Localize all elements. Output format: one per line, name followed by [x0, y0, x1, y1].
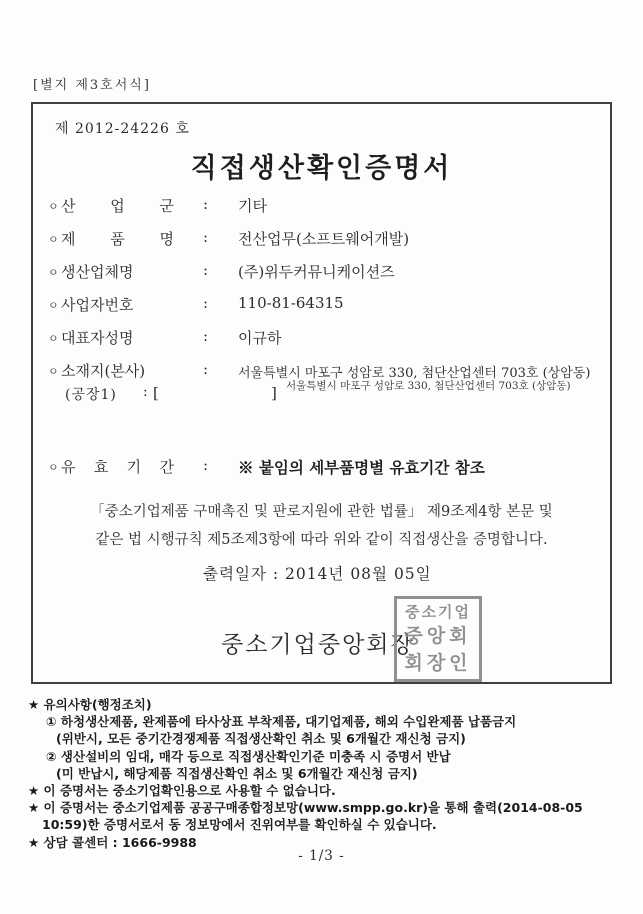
notice-line: ★ 이 증명서는 중소기업제품 공공구매종합정보망(www.smpp.go.kr)을 통해 출력(2014-08-05	[28, 800, 583, 816]
circle-bullet-icon: ㅇ	[48, 200, 59, 213]
notice-line: 10:59)한 증명서로서 동 정보망에서 진위여부를 확인하실 수 있습니다.	[42, 817, 437, 833]
field-value: 이규하	[238, 329, 282, 347]
field-row-industry-group	[33, 195, 610, 217]
seal-text-row: 중앙회	[404, 625, 472, 647]
seal-text-row: 중소기업	[405, 603, 471, 621]
certificate-border-box	[31, 102, 612, 684]
notice-line: ★ 이 증명서는 중소기업확인용으로 사용할 수 없습니다.	[28, 783, 336, 799]
field-colon: :	[203, 228, 209, 246]
field-value: (주)위두커뮤니케이션즈	[238, 263, 395, 281]
factory-bracket-close: ]	[271, 384, 277, 402]
factory-colon: :	[143, 384, 148, 400]
field-row-representative	[33, 327, 610, 349]
legal-line-2: 같은 법 시행규칙 제5조제3항에 따라 위와 같이 직접생산을 증명합니다.	[95, 532, 548, 548]
field-value: 기타	[238, 197, 267, 215]
field-label: 산 업 군	[61, 197, 174, 215]
field-colon: :	[203, 456, 209, 474]
field-row-headquarters-address	[33, 360, 610, 382]
notice-line: (미 반납시, 해당제품 직접생산확인 취소 및 6개월간 재신청 금지)	[56, 765, 418, 781]
field-label: 사업자번호	[61, 296, 134, 314]
field-colon: :	[203, 327, 209, 345]
circle-bullet-icon: ㅇ	[48, 266, 59, 279]
field-row-factory1	[33, 380, 610, 410]
issuer-name: 중소기업중앙회장	[221, 632, 415, 658]
field-colon: :	[203, 261, 209, 279]
factory-address: 서울특별시 마포구 성암로 330, 첨단산업센터 703호 (상암동)	[286, 380, 571, 392]
field-value: 서울특별시 마포구 성암로 330, 첨단산업센터 703호 (상암동)	[238, 366, 591, 381]
circle-bullet-icon: ㅇ	[48, 233, 59, 246]
field-label: 생산업체명	[61, 263, 134, 281]
certificate-title: 직접생산확인증명서	[190, 153, 453, 184]
field-row-product-name	[33, 228, 610, 250]
field-row-business-number	[33, 294, 610, 316]
factory-bracket-open: [	[153, 384, 159, 402]
field-label: 유 효 기 간	[61, 458, 174, 476]
field-row-validity-period	[33, 456, 610, 480]
corporate-seal-stamp	[394, 596, 482, 682]
field-value: 110-81-64315	[238, 294, 344, 312]
field-colon: :	[203, 195, 209, 213]
footer-notices	[28, 696, 618, 851]
field-colon: :	[203, 294, 209, 312]
validity-value: ※ 붙임의 세부품명별 유효기간 참조	[238, 458, 485, 477]
legal-statement	[33, 498, 610, 554]
notice-line: (위반시, 모든 중기간경쟁제품 직접생산확인 취소 및 6개월간 재신청 금지)	[56, 731, 466, 747]
field-label: 제 품 명	[61, 230, 174, 248]
document-number: 제 2012-24226 호	[55, 121, 190, 137]
field-row-manufacturer	[33, 261, 610, 283]
circle-bullet-icon: ㅇ	[48, 332, 59, 345]
field-colon: :	[203, 360, 209, 378]
circle-bullet-icon: ㅇ	[48, 365, 59, 378]
form-note: [별지 제3호서식]	[33, 78, 151, 93]
field-label: 소재지(본사)	[61, 362, 146, 380]
legal-line-1: 「중소기업제품 구매촉진 및 판로지원에 관한 법률」 제9조제4항 본문 및	[90, 504, 553, 520]
print-date: 출력일자 : 2014년 08월 05일	[203, 565, 432, 583]
notice-line: ★ 유의사항(행정조치)	[28, 697, 152, 712]
page-number: - 1/3 -	[298, 848, 345, 864]
notice-line: ★ 상담 콜센터 : 1666-9988	[28, 834, 197, 850]
field-value: 전산업무(소프트웨어개발)	[238, 230, 410, 248]
circle-bullet-icon: ㅇ	[48, 299, 59, 312]
seal-text-row: 회장인	[404, 652, 472, 674]
field-label: 대표자성명	[61, 329, 134, 347]
factory-label: (공장1)	[65, 387, 117, 403]
notice-line: ① 하청생산제품, 완제품에 타사상표 부착제품, 대기업제품, 해외 수입완제품 납품금지	[46, 714, 517, 730]
notice-line: ② 생산설비의 임대, 매각 등으로 직접생산확인기준 미충족 시 증명서 반납	[46, 748, 451, 764]
circle-bullet-icon: ㅇ	[48, 461, 59, 474]
